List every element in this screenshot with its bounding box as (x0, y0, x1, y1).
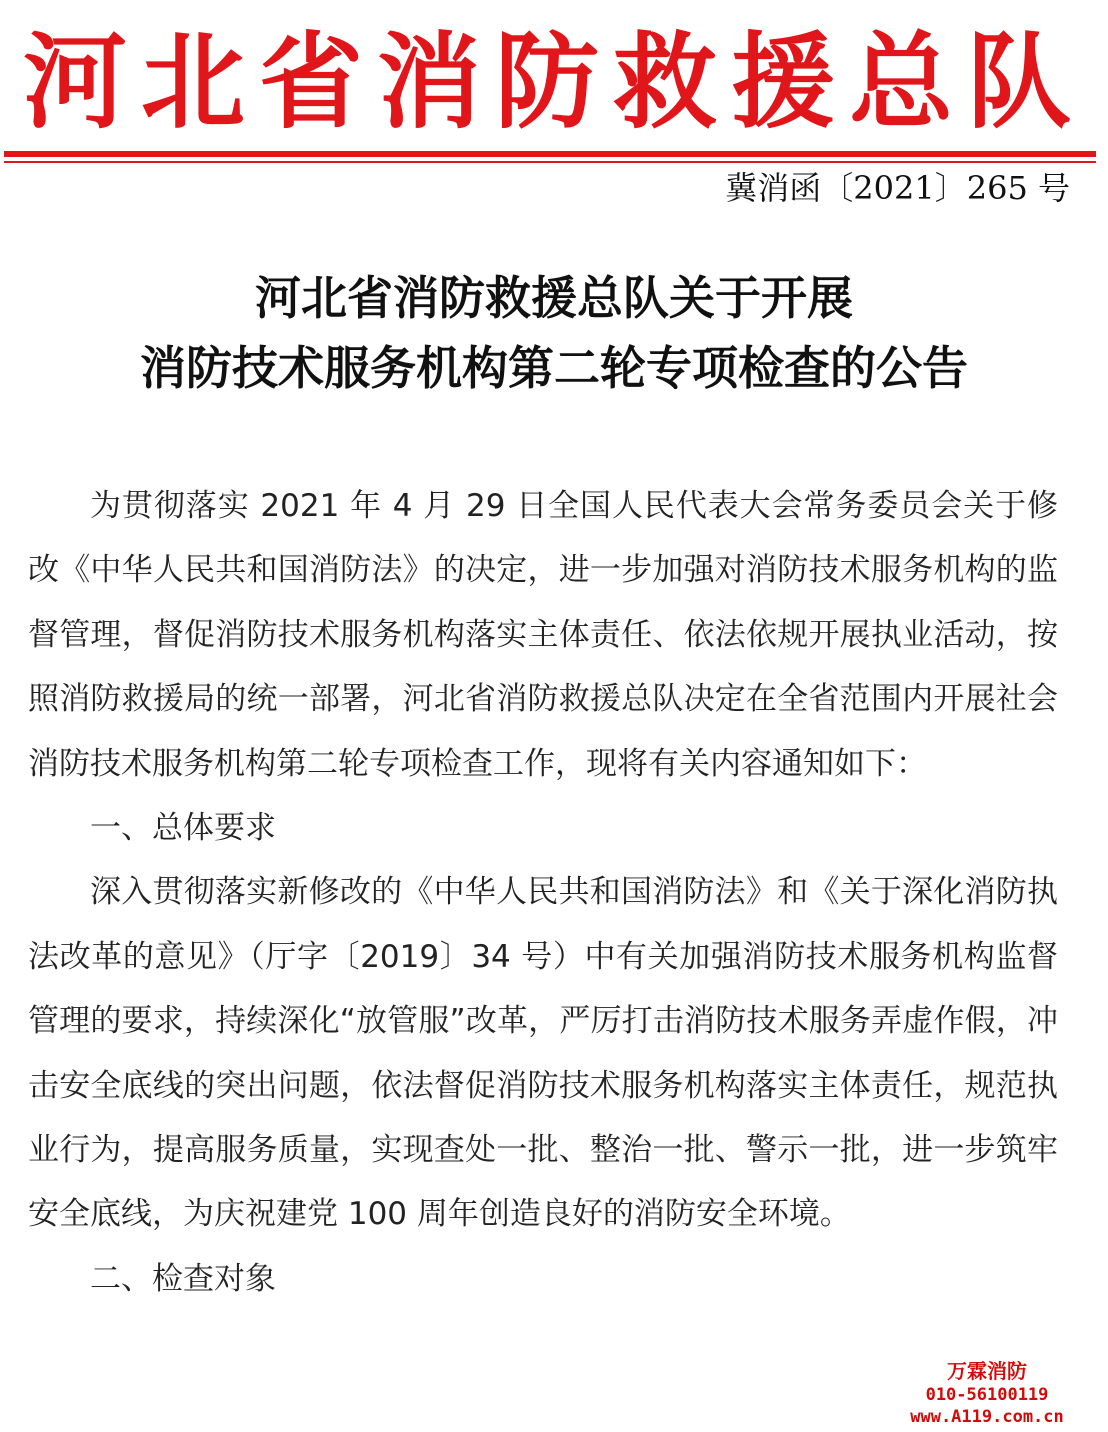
section-heading-1: 一、总体要求 (90, 810, 276, 847)
masthead-rule-thick (4, 151, 1096, 157)
watermark-brand: 万霖消防 (947, 1359, 1027, 1383)
watermark-stamp (882, 1358, 1092, 1428)
watermark-website: www.A119.com.cn (910, 1407, 1064, 1427)
title-line-2: 消防技术服务机构第二轮专项检查的公告 (140, 341, 968, 395)
org-masthead: 河北省消防救援总队 (22, 21, 1085, 143)
watermark-phone: 010-56100119 (925, 1385, 1049, 1405)
masthead-rule-thin (4, 161, 1096, 163)
document-number: 冀消函〔2021〕265 号 (725, 169, 1070, 207)
paragraph-intro: 为贯彻落实 2021 年 4 月 29 日全国人民代表大会常务委员会关于修改《中华人民共和国消防法》的决定，进一步加强对消防技术服务机构的监督管理，督促消防技术服务机构落实主体责任、依法依规开展执业活动，按照消防救援局的统一部署，河北省消防救援总队决定在全省范围内开展社会消防技术服务机构第二轮专项检查工作，现将有关内容通知如下： (28, 488, 1058, 782)
title-line-1: 河北省消防救援总队关于开展 (255, 271, 853, 325)
section-heading-2: 二、检查对象 (90, 1260, 276, 1297)
paragraph-requirements: 深入贯彻落实新修改的《中华人民共和国消防法》和《关于深化消防执法改革的意见》（厅字〔2019〕34 号）中有关加强消防技术服务机构监督管理的要求，持续深化“放管服”改革，严厉打击消防技术服务弄虚作假，冲击安全底线的突出问题，依法督促消防技术服务机构落实主体责任，规范执业行为，提高服务质量，实现查处一批、整治一批、警示一批，进一步筑牢安全底线，为庆祝建党 100 周年创造良好的消防安全环境。 (28, 874, 1058, 1233)
document-body (28, 474, 1058, 1311)
